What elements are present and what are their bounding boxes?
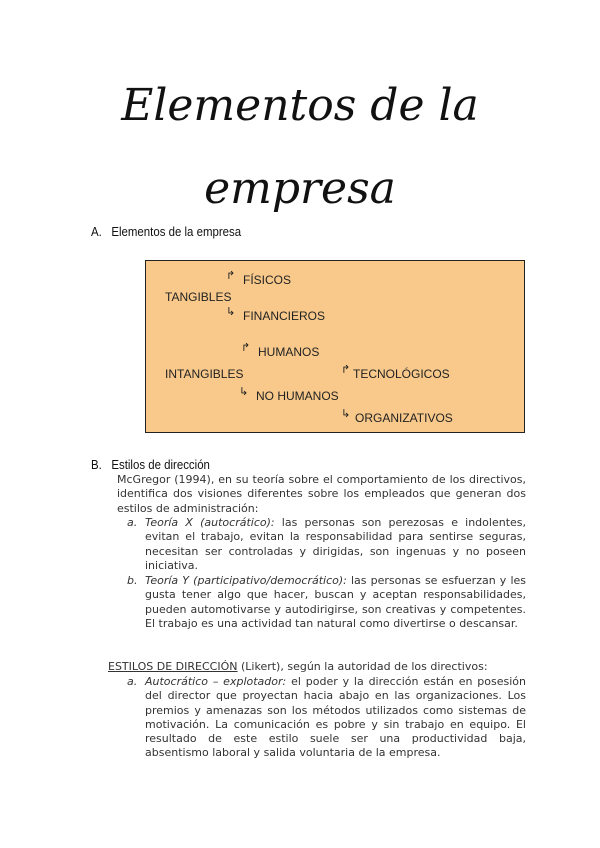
page-title-line-2: empresa <box>204 163 396 214</box>
arrow-up-icon: ↱ <box>226 269 236 282</box>
intro-paragraph: McGregor (1994), en su teoría sobre el comportamiento de los directivos, identifica dos visiones diferentes sobre los empleados que generan dos estilos de administración: <box>117 473 526 515</box>
label-no-humanos: NO HUMANOS <box>256 389 339 403</box>
list-item-autocratico <box>145 675 526 761</box>
arrow-down-icon: ↳ <box>341 407 351 420</box>
label-tangibles: TANGIBLES <box>165 290 232 304</box>
section-a-heading <box>91 224 241 239</box>
list-label: a. <box>127 675 138 688</box>
term: Autocrático – explotador: <box>145 675 287 688</box>
likert-subtitle: (Likert), según la autoridad de los directivos: <box>237 660 488 673</box>
section-a-marker: A. <box>91 224 102 239</box>
section-a-title: Elementos de la empresa <box>111 224 242 239</box>
label-intangibles: INTANGIBLES <box>165 367 244 381</box>
arrow-up-icon: ↱ <box>241 341 251 354</box>
term: Teoría Y (participativo/democrático): <box>145 574 347 587</box>
label-financieros: FINANCIEROS <box>243 309 326 323</box>
section-b-title: Estilos de dirección <box>111 457 210 472</box>
arrow-up-icon: ↱ <box>341 363 351 376</box>
likert-heading <box>108 660 538 674</box>
label-humanos: HUMANOS <box>258 345 320 359</box>
section-b-heading <box>91 457 210 472</box>
section-b-marker: B. <box>91 457 102 472</box>
label-tecnologicos: TECNOLÓGICOS <box>353 367 450 381</box>
arrow-down-icon: ↳ <box>239 385 249 398</box>
description: las personas se esfuerzan y les gusta tener algo que hacer, buscan y aceptan responsabilidades, pueden automotivarse y autodirigirse, son creativas y competentes. El trabajo es una actividad tan natural como divertirse o descansar. <box>145 574 526 630</box>
page-title-line-1: Elementos de la <box>121 80 479 131</box>
list-item-theory-y <box>145 574 526 631</box>
list-item-theory-x <box>145 516 526 573</box>
list-label: b. <box>127 574 138 587</box>
label-fisicos: FÍSICOS <box>243 273 292 287</box>
label-organizativos: ORGANIZATIVOS <box>355 411 453 425</box>
elements-diagram <box>145 260 525 433</box>
arrow-down-icon: ↳ <box>226 305 236 318</box>
description: el poder y la dirección están en posesión del director que proyectan hacia abajo en las organizaciones. Los premios y amenazas son los métodos utilizados como sistemas de motivación. La comunicación es pobre y sin trabajo en equipo. El resultado de este estilo suele ser una productividad baja, absentismo laboral y salida voluntaria de la empresa. <box>145 675 527 760</box>
list-label: a. <box>127 516 138 529</box>
description: las personas son perezosas e indolentes, evitan el trabajo, evitan la responsabilidad para sentirse seguras, necesitan ser controladas y dirigidas, son ingenuas y no poseen iniciativa. <box>145 516 527 572</box>
term: Teoría X (autocrático): <box>145 516 275 529</box>
likert-title: ESTILOS DE DIRECCIÓN <box>108 660 238 673</box>
